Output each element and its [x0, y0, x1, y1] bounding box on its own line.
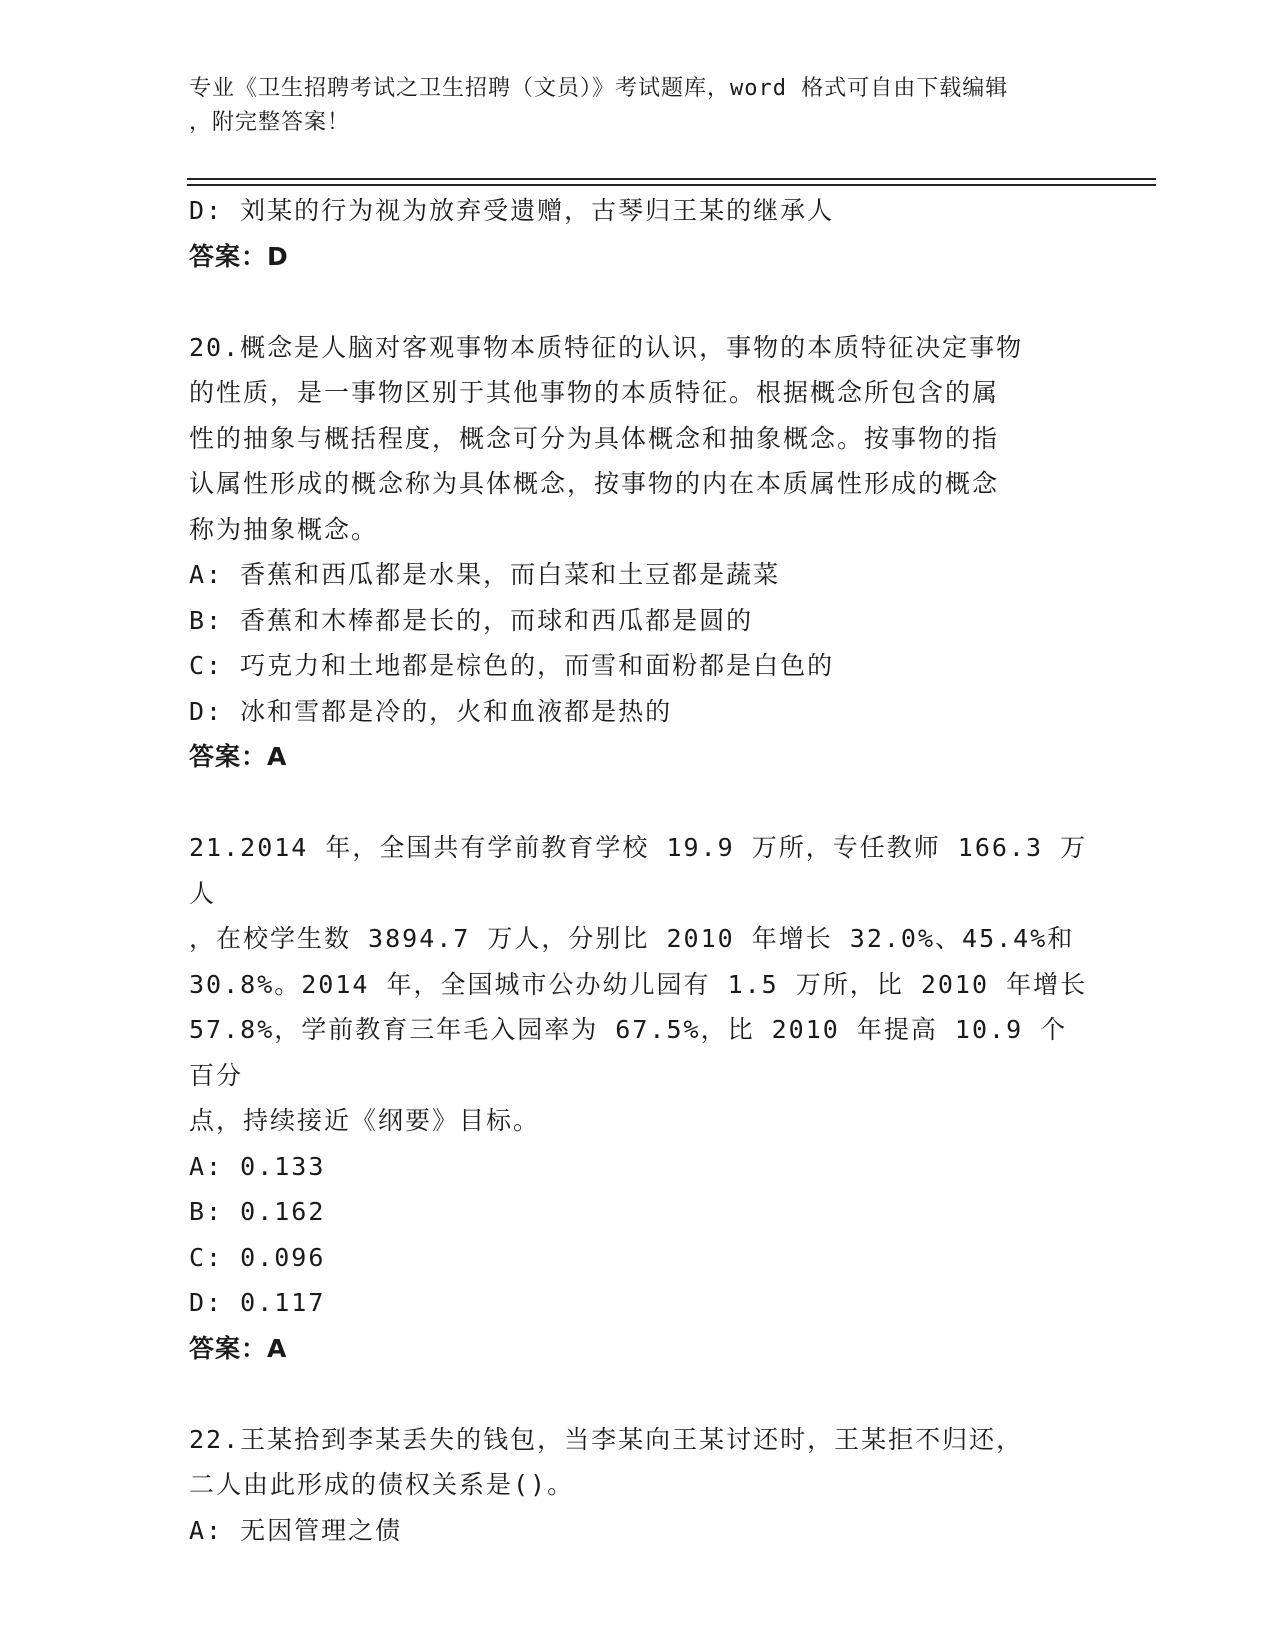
spacer [189, 279, 1089, 325]
q21-stem-line: ，在校学生数 3894.7 万人，分别比 2010 年增长 32.0%、45.4%和 [189, 924, 1075, 953]
q21-stem-line: 30.8%。2014 年，全国城市公办幼儿园有 1.5 万所，比 2010 年增长 [189, 969, 1088, 999]
q20-stem-line: 称为抽象概念。 [189, 514, 379, 544]
spacer [189, 780, 1089, 826]
q21-option-b: B: 0.162 [189, 1197, 326, 1226]
q22-stem [189, 1417, 1089, 1508]
q19-answer: 答案：D [189, 241, 289, 271]
document-header [189, 72, 1089, 140]
q20-option-b: B: 香蕉和木棒都是长的，而球和西瓜都是圆的 [189, 605, 754, 635]
q20-stem [189, 325, 1089, 553]
question-22 [189, 1417, 1089, 1554]
header-line-1: 专业《卫生招聘考试之卫生招聘（文员）》考试题库，word 格式可自由下载编辑 [189, 76, 1009, 101]
question-20 [189, 325, 1089, 780]
question-content [189, 188, 1089, 1553]
question-19 [189, 188, 1089, 279]
q21-option-a: A: 0.133 [189, 1151, 326, 1181]
header-line-2: ，附完整答案！ [189, 110, 351, 135]
q21-stem-line: 点，持续接近《纲要》目标。 [189, 1106, 541, 1135]
q20-stem-line: 20.概念是人脑对客观事物本质特征的认识，事物的本质特征决定事物 [189, 332, 1024, 362]
q22-stem-line: 二人由此形成的债权关系是()。 [189, 1470, 575, 1499]
q21-stem-line: 21.2014 年，全国共有学前教育学校 19.9 万所，专任教师 166.3 万人 [189, 833, 1088, 908]
q19-option-d: D: 刘某的行为视为放弃受遗赠，古琴归王某的继承人 [189, 196, 835, 225]
q21-option-d: D: 0.117 [189, 1288, 326, 1317]
q20-option-d: D: 冰和雪都是冷的，火和血液都是热的 [189, 696, 673, 726]
q20-stem-line: 性的抽象与概括程度，概念可分为具体概念和抽象概念。按事物的指 [189, 423, 1000, 453]
q20-stem-line: 认属性形成的概念称为具体概念，按事物的内在本质属性形成的概念 [189, 469, 1000, 498]
q20-option-c: C: 巧克力和土地都是棕色的，而雪和面粉都是白色的 [189, 651, 835, 680]
q21-stem [189, 825, 1089, 1144]
q20-stem-line: 的性质，是一事物区别于其他事物的本质特征。根据概念所包含的属 [189, 378, 1000, 407]
q21-stem-line: 57.8%，学前教育三年毛入园率为 67.5%，比 2010 年提高 10.9 个百分 [189, 1015, 1068, 1090]
question-21 [189, 825, 1089, 1371]
q20-answer: 答案：A [189, 742, 288, 771]
header-divider-bottom [187, 184, 1156, 186]
q21-answer: 答案：A [189, 1333, 288, 1363]
q21-option-c: C: 0.096 [189, 1242, 326, 1272]
q22-option-a: A: 无因管理之债 [189, 1515, 403, 1545]
spacer [189, 1371, 1089, 1417]
header-divider-top [187, 178, 1156, 180]
q22-stem-line: 22.王某拾到李某丢失的钱包，当李某向王某讨还时，王某拒不归还， [189, 1424, 1024, 1454]
q20-option-a: A: 香蕉和西瓜都是水果，而白菜和土豆都是蔬菜 [189, 560, 781, 589]
